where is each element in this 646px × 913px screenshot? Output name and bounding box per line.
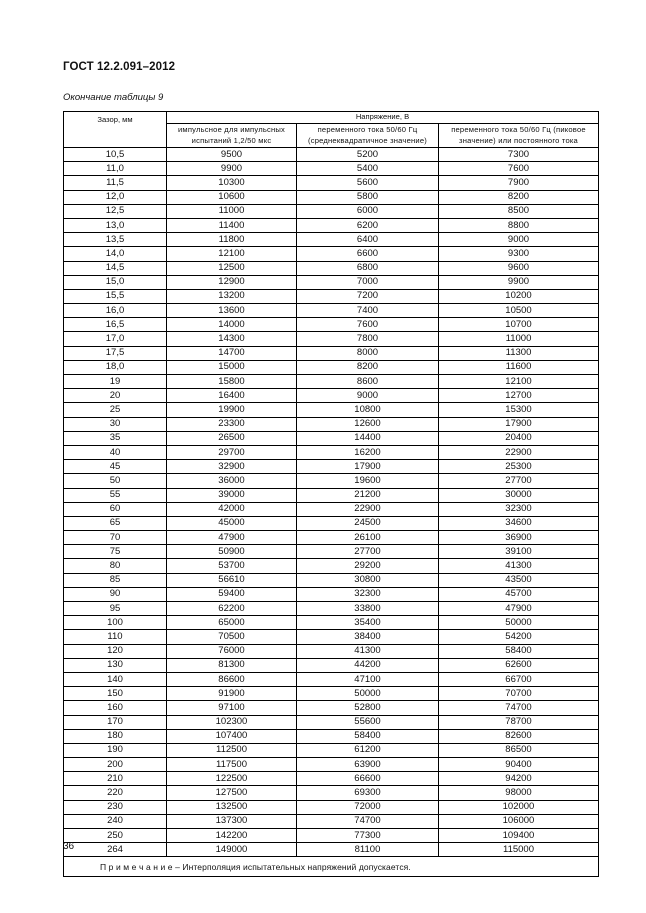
cell-ac-rms: 72000 [297,800,439,814]
cell-ac-peak-dc: 9300 [439,247,599,261]
cell-gap: 170 [64,715,167,729]
cell-ac-rms: 41300 [297,644,439,658]
cell-gap: 55 [64,488,167,502]
cell-ac-peak-dc: 36900 [439,531,599,545]
cell-ac-rms: 8600 [297,375,439,389]
cell-impulse: 10600 [167,190,297,204]
cell-ac-rms: 74700 [297,814,439,828]
cell-ac-rms: 8200 [297,360,439,374]
cell-ac-rms: 55600 [297,715,439,729]
cell-impulse: 11800 [167,233,297,247]
cell-impulse: 47900 [167,531,297,545]
cell-ac-peak-dc: 8800 [439,218,599,232]
cell-ac-rms: 5400 [297,162,439,176]
cell-ac-peak-dc: 86500 [439,743,599,757]
cell-impulse: 29700 [167,445,297,459]
cell-ac-rms: 10800 [297,403,439,417]
table-row [64,460,599,474]
table-row [64,531,599,545]
table-row [64,630,599,644]
table-row [64,743,599,757]
cell-impulse: 14000 [167,318,297,332]
cell-gap: 90 [64,587,167,601]
cell-gap: 17,0 [64,332,167,346]
cell-ac-peak-dc: 7900 [439,176,599,190]
cell-ac-peak-dc: 25300 [439,460,599,474]
cell-ac-rms: 12600 [297,417,439,431]
cell-impulse: 70500 [167,630,297,644]
cell-ac-peak-dc: 10200 [439,289,599,303]
cell-gap: 20 [64,389,167,403]
cell-gap: 85 [64,573,167,587]
cell-gap: 75 [64,545,167,559]
cell-gap: 240 [64,814,167,828]
cell-ac-peak-dc: 54200 [439,630,599,644]
cell-impulse: 112500 [167,743,297,757]
cell-gap: 35 [64,431,167,445]
cell-gap: 160 [64,701,167,715]
table-row [64,148,599,162]
cell-ac-rms: 7800 [297,332,439,346]
cell-ac-peak-dc: 9900 [439,275,599,289]
cell-impulse: 11000 [167,204,297,218]
cell-ac-peak-dc: 82600 [439,729,599,743]
cell-impulse: 137300 [167,814,297,828]
cell-impulse: 42000 [167,502,297,516]
table-row [64,545,599,559]
table-row [64,843,599,857]
cell-impulse: 9500 [167,148,297,162]
table-row [64,304,599,318]
table-body [64,148,599,857]
table-row [64,502,599,516]
cell-gap: 70 [64,531,167,545]
cell-ac-rms: 22900 [297,502,439,516]
cell-gap: 12,5 [64,204,167,218]
cell-ac-rms: 7200 [297,289,439,303]
table-row [64,417,599,431]
cell-ac-peak-dc: 50000 [439,616,599,630]
cell-ac-peak-dc: 20400 [439,431,599,445]
table-row [64,431,599,445]
cell-gap: 25 [64,403,167,417]
cell-impulse: 142200 [167,829,297,843]
table-row [64,602,599,616]
cell-ac-peak-dc: 11300 [439,346,599,360]
cell-ac-peak-dc: 27700 [439,474,599,488]
cell-ac-peak-dc: 102000 [439,800,599,814]
cell-impulse: 13600 [167,304,297,318]
cell-ac-peak-dc: 58400 [439,644,599,658]
cell-ac-peak-dc: 7300 [439,148,599,162]
header-impulse: импульсное для импульсных испытаний 1,2/50 мкс [167,124,297,148]
cell-impulse: 13200 [167,289,297,303]
cell-ac-rms: 7400 [297,304,439,318]
table-row [64,658,599,672]
header-gap: Зазор, мм [64,112,167,148]
cell-ac-rms: 7600 [297,318,439,332]
cell-ac-peak-dc: 98000 [439,786,599,800]
cell-gap: 11,0 [64,162,167,176]
table-row [64,162,599,176]
cell-gap: 16,5 [64,318,167,332]
table-row [64,289,599,303]
table-row [64,701,599,715]
cell-impulse: 12100 [167,247,297,261]
cell-impulse: 53700 [167,559,297,573]
cell-ac-peak-dc: 11600 [439,360,599,374]
table-row [64,445,599,459]
document-header: ГОСТ 12.2.091–2012 [63,61,176,73]
voltage-table [63,111,599,877]
cell-impulse: 11400 [167,218,297,232]
cell-gap: 65 [64,516,167,530]
table-row [64,218,599,232]
table-row [64,375,599,389]
table-row [64,772,599,786]
cell-gap: 100 [64,616,167,630]
cell-ac-peak-dc: 109400 [439,829,599,843]
cell-impulse: 9900 [167,162,297,176]
cell-gap: 10,5 [64,148,167,162]
cell-ac-peak-dc: 70700 [439,687,599,701]
cell-impulse: 36000 [167,474,297,488]
cell-ac-peak-dc: 15300 [439,403,599,417]
cell-ac-rms: 52800 [297,701,439,715]
cell-ac-peak-dc: 8200 [439,190,599,204]
cell-ac-peak-dc: 78700 [439,715,599,729]
cell-ac-rms: 6400 [297,233,439,247]
table-row [64,389,599,403]
cell-ac-peak-dc: 30000 [439,488,599,502]
cell-ac-rms: 6000 [297,204,439,218]
table-row [64,204,599,218]
cell-ac-rms: 24500 [297,516,439,530]
table-row [64,573,599,587]
cell-gap: 190 [64,743,167,757]
cell-impulse: 23300 [167,417,297,431]
cell-ac-rms: 17900 [297,460,439,474]
cell-ac-peak-dc: 17900 [439,417,599,431]
cell-ac-rms: 30800 [297,573,439,587]
cell-impulse: 86600 [167,672,297,686]
cell-ac-peak-dc: 45700 [439,587,599,601]
cell-gap: 16,0 [64,304,167,318]
table-header [64,112,599,148]
cell-ac-peak-dc: 22900 [439,445,599,459]
cell-ac-rms: 19600 [297,474,439,488]
cell-gap: 264 [64,843,167,857]
cell-gap: 60 [64,502,167,516]
table-row [64,190,599,204]
cell-gap: 120 [64,644,167,658]
cell-ac-rms: 38400 [297,630,439,644]
cell-impulse: 107400 [167,729,297,743]
cell-ac-peak-dc: 12100 [439,375,599,389]
cell-impulse: 81300 [167,658,297,672]
header-ac-peak-dc: переменного тока 50/60 Гц (пиковое значение) или постоянного тока [439,124,599,148]
cell-impulse: 132500 [167,800,297,814]
table-note: П р и м е ч а н и е – Интерполяция испытательных напряжений допускается. [64,857,599,877]
cell-gap: 250 [64,829,167,843]
cell-ac-peak-dc: 8500 [439,204,599,218]
cell-ac-rms: 50000 [297,687,439,701]
cell-ac-rms: 7000 [297,275,439,289]
table-row [64,318,599,332]
table-row [64,261,599,275]
cell-gap: 40 [64,445,167,459]
cell-ac-rms: 26100 [297,531,439,545]
cell-impulse: 45000 [167,516,297,530]
table-row [64,474,599,488]
cell-ac-rms: 44200 [297,658,439,672]
cell-ac-peak-dc: 74700 [439,701,599,715]
cell-ac-rms: 66600 [297,772,439,786]
cell-ac-peak-dc: 39100 [439,545,599,559]
cell-ac-rms: 16200 [297,445,439,459]
cell-gap: 14,5 [64,261,167,275]
cell-ac-peak-dc: 90400 [439,758,599,772]
table-row [64,233,599,247]
cell-ac-rms: 5200 [297,148,439,162]
table-row [64,559,599,573]
cell-ac-rms: 6600 [297,247,439,261]
table-row [64,275,599,289]
cell-gap: 15,5 [64,289,167,303]
cell-ac-peak-dc: 115000 [439,843,599,857]
cell-gap: 200 [64,758,167,772]
cell-gap: 180 [64,729,167,743]
cell-gap: 13,5 [64,233,167,247]
cell-ac-rms: 32300 [297,587,439,601]
cell-ac-rms: 47100 [297,672,439,686]
cell-impulse: 127500 [167,786,297,800]
table-row [64,829,599,843]
table-row [64,346,599,360]
cell-impulse: 149000 [167,843,297,857]
cell-ac-peak-dc: 94200 [439,772,599,786]
cell-ac-peak-dc: 9000 [439,233,599,247]
cell-gap: 130 [64,658,167,672]
cell-ac-rms: 58400 [297,729,439,743]
cell-gap: 13,0 [64,218,167,232]
table-row [64,814,599,828]
cell-impulse: 16400 [167,389,297,403]
cell-ac-rms: 5800 [297,190,439,204]
cell-impulse: 15800 [167,375,297,389]
table-row [64,360,599,374]
cell-ac-rms: 61200 [297,743,439,757]
cell-gap: 15,0 [64,275,167,289]
cell-gap: 230 [64,800,167,814]
cell-gap: 50 [64,474,167,488]
cell-ac-rms: 21200 [297,488,439,502]
cell-impulse: 10300 [167,176,297,190]
cell-ac-peak-dc: 9600 [439,261,599,275]
cell-ac-peak-dc: 32300 [439,502,599,516]
cell-ac-rms: 81100 [297,843,439,857]
cell-ac-peak-dc: 10500 [439,304,599,318]
cell-ac-rms: 69300 [297,786,439,800]
cell-impulse: 76000 [167,644,297,658]
cell-gap: 80 [64,559,167,573]
table-caption: Окончание таблицы 9 [63,92,164,103]
cell-gap: 12,0 [64,190,167,204]
cell-ac-rms: 9000 [297,389,439,403]
cell-impulse: 26500 [167,431,297,445]
table-row [64,715,599,729]
cell-ac-peak-dc: 10700 [439,318,599,332]
cell-ac-rms: 5600 [297,176,439,190]
table-row [64,644,599,658]
cell-ac-peak-dc: 66700 [439,672,599,686]
table-row [64,176,599,190]
table-row [64,786,599,800]
cell-impulse: 12500 [167,261,297,275]
cell-ac-peak-dc: 34600 [439,516,599,530]
cell-impulse: 97100 [167,701,297,715]
table-row [64,332,599,346]
cell-impulse: 32900 [167,460,297,474]
cell-impulse: 117500 [167,758,297,772]
table-row [64,758,599,772]
table-row [64,687,599,701]
cell-ac-rms: 35400 [297,616,439,630]
cell-gap: 220 [64,786,167,800]
cell-ac-rms: 63900 [297,758,439,772]
cell-impulse: 15000 [167,360,297,374]
cell-ac-rms: 33800 [297,602,439,616]
cell-gap: 18,0 [64,360,167,374]
header-ac-rms: переменного тока 50/60 Гц (среднеквадратичное значение) [297,124,439,148]
table-row [64,800,599,814]
cell-impulse: 62200 [167,602,297,616]
cell-impulse: 91900 [167,687,297,701]
cell-ac-peak-dc: 43500 [439,573,599,587]
cell-gap: 14,0 [64,247,167,261]
table-row [64,587,599,601]
cell-gap: 140 [64,672,167,686]
cell-gap: 210 [64,772,167,786]
cell-impulse: 50900 [167,545,297,559]
cell-gap: 19 [64,375,167,389]
cell-ac-peak-dc: 12700 [439,389,599,403]
table-row [64,616,599,630]
cell-ac-peak-dc: 62600 [439,658,599,672]
cell-ac-peak-dc: 41300 [439,559,599,573]
cell-gap: 45 [64,460,167,474]
table-row [64,247,599,261]
cell-gap: 11,5 [64,176,167,190]
cell-ac-rms: 14400 [297,431,439,445]
cell-ac-peak-dc: 7600 [439,162,599,176]
cell-ac-rms: 77300 [297,829,439,843]
page-number: 36 [63,841,75,852]
cell-gap: 150 [64,687,167,701]
cell-impulse: 19900 [167,403,297,417]
cell-impulse: 39000 [167,488,297,502]
cell-impulse: 12900 [167,275,297,289]
cell-impulse: 56610 [167,573,297,587]
table-row [64,516,599,530]
cell-gap: 95 [64,602,167,616]
cell-impulse: 102300 [167,715,297,729]
cell-ac-rms: 6800 [297,261,439,275]
cell-gap: 110 [64,630,167,644]
cell-ac-rms: 27700 [297,545,439,559]
table-row [64,488,599,502]
cell-impulse: 14700 [167,346,297,360]
header-voltage: Напряжение, В [167,112,599,124]
cell-impulse: 122500 [167,772,297,786]
cell-ac-rms: 6200 [297,218,439,232]
cell-impulse: 59400 [167,587,297,601]
cell-ac-rms: 29200 [297,559,439,573]
table-row [64,672,599,686]
cell-impulse: 65000 [167,616,297,630]
cell-ac-rms: 8000 [297,346,439,360]
cell-gap: 17,5 [64,346,167,360]
cell-ac-peak-dc: 106000 [439,814,599,828]
cell-ac-peak-dc: 47900 [439,602,599,616]
cell-ac-peak-dc: 11000 [439,332,599,346]
cell-impulse: 14300 [167,332,297,346]
cell-gap: 30 [64,417,167,431]
table-row [64,403,599,417]
table-row [64,729,599,743]
